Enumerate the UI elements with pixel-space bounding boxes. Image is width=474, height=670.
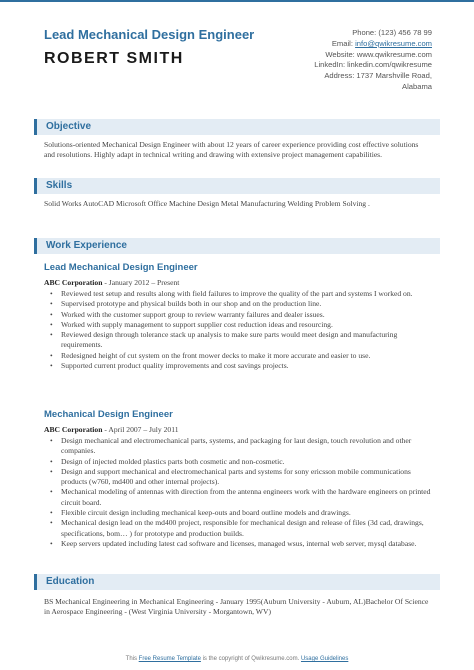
footer-prefix: This: [125, 656, 139, 662]
experience-heading: Work Experience: [46, 240, 127, 251]
education-section-header: [34, 574, 440, 590]
job-2-company-line: [44, 425, 179, 434]
list-item: • Mechanical design lead on the md400 project, responsible for mechanical design and release of files (3d cad, drawings, specifications, bom… ) for prototype and production builds.: [61, 518, 436, 539]
job-1-company: ABC Corporation: [44, 278, 103, 287]
list-item: • Design mechanical and electromechanical parts, systems, and packaging for laut design, touch revolution and other companies.: [61, 436, 436, 457]
usage-guidelines-link[interactable]: Usage Guidelines: [300, 656, 349, 662]
job-2-bullets: [44, 436, 436, 549]
list-item: • Worked with supply management to support supplier cost reduction ideas and resourcing.: [61, 320, 436, 330]
list-item: • Design and support mechanical and electromechanical parts and systems for sony ericsson mobile communications products (w760, md400 and other internal projects).: [61, 467, 436, 488]
job-1-dates: - January 2012 – Present: [102, 278, 180, 287]
skills-heading: Skills: [46, 180, 73, 191]
contact-address-line1: Address: 1737 Marshville Road,: [324, 71, 432, 81]
contact-email-link[interactable]: info@qwikresume.com: [355, 38, 432, 48]
footer: [0, 656, 474, 662]
list-item: • Reviewed design through tolerance stack up analysis to make sure parts would meet design and manufacturing requirements.: [61, 330, 436, 351]
skills-section-header: [34, 178, 440, 194]
job-2-company: ABC Corporation: [44, 425, 103, 434]
contact-email-line: [252, 39, 432, 50]
job-2-dates: - April 2007 – July 2011: [102, 425, 179, 434]
objective-text: Solutions-oriented Mechanical Design Engineer with about 12 years of career experience providing cost effective solutions and resolutions. Highly adapt in technical writing and drawing with extensive project management capabilities.: [44, 140, 419, 160]
contact-website: Website: www.qwikresume.com: [325, 49, 432, 59]
contact-linkedin: LinkedIn: linkedin.com/qwikresume: [314, 60, 432, 70]
contact-block: [252, 28, 432, 93]
list-item: • Worked with the customer support group to review warranty failures and dealer issues.: [61, 310, 436, 320]
contact-phone: Phone: (123) 456 78 99: [352, 28, 432, 37]
contact-email-label: Email:: [331, 38, 356, 48]
skills-text: Solid Works AutoCAD Microsoft Office Machine Design Metal Manufacturing Welding Problem Solving .: [44, 199, 370, 208]
list-item: • Keep servers updated including latest cad software and licenses, managed wsus, internal web server, mysql database.: [61, 539, 436, 549]
education-text: BS Mechanical Engineering in Mechanical Engineering - January 1995(Auburn University - Auburn, AL)Bachelor Of Science in Aerospace Engineering - (West Virginia University - Morgantown, WV): [44, 597, 429, 617]
objective-heading: Objective: [46, 121, 92, 132]
job-2-title: Mechanical Design Engineer: [44, 409, 173, 420]
list-item: • Supported current product quality improvements and cost savings projects.: [61, 361, 436, 371]
list-item: • Redesigned height of cut system on the front mower decks to make it more accurate and easier to use.: [61, 351, 436, 361]
job-1-bullets: [44, 289, 436, 371]
job-title: Lead Mechanical Design Engineer: [44, 27, 255, 42]
list-item: • Design of injected molded plastics parts both cosmetic and non-cosmetic.: [61, 457, 436, 467]
list-item: • Supervised prototype and physical builds both in our shop and on the production line.: [61, 299, 436, 309]
objective-section-header: [34, 119, 440, 135]
contact-address-line2: Alabama: [402, 81, 432, 91]
list-item: • Reviewed test setup and results along with field failures to improve the quality of the part and systems I worked on.: [61, 289, 436, 299]
education-heading: Education: [46, 576, 95, 587]
candidate-name: ROBERT SMITH: [44, 50, 184, 67]
job-1-title: Lead Mechanical Design Engineer: [44, 262, 198, 273]
job-1-company-line: [44, 278, 179, 287]
top-rule: [0, 0, 474, 2]
list-item: • Flexible circuit design including mechanical keep-outs and board outline models and drawings.: [61, 508, 436, 518]
free-resume-template-link[interactable]: Free Resume Template: [138, 656, 201, 662]
experience-section-header: [34, 238, 440, 254]
list-item: • Mechanical modeling of antennas with direction from the antenna engineers work with the hardware engineers on printed circuit board.: [61, 487, 436, 508]
footer-middle: is the copyright of Qwikresume.com.: [200, 656, 301, 662]
